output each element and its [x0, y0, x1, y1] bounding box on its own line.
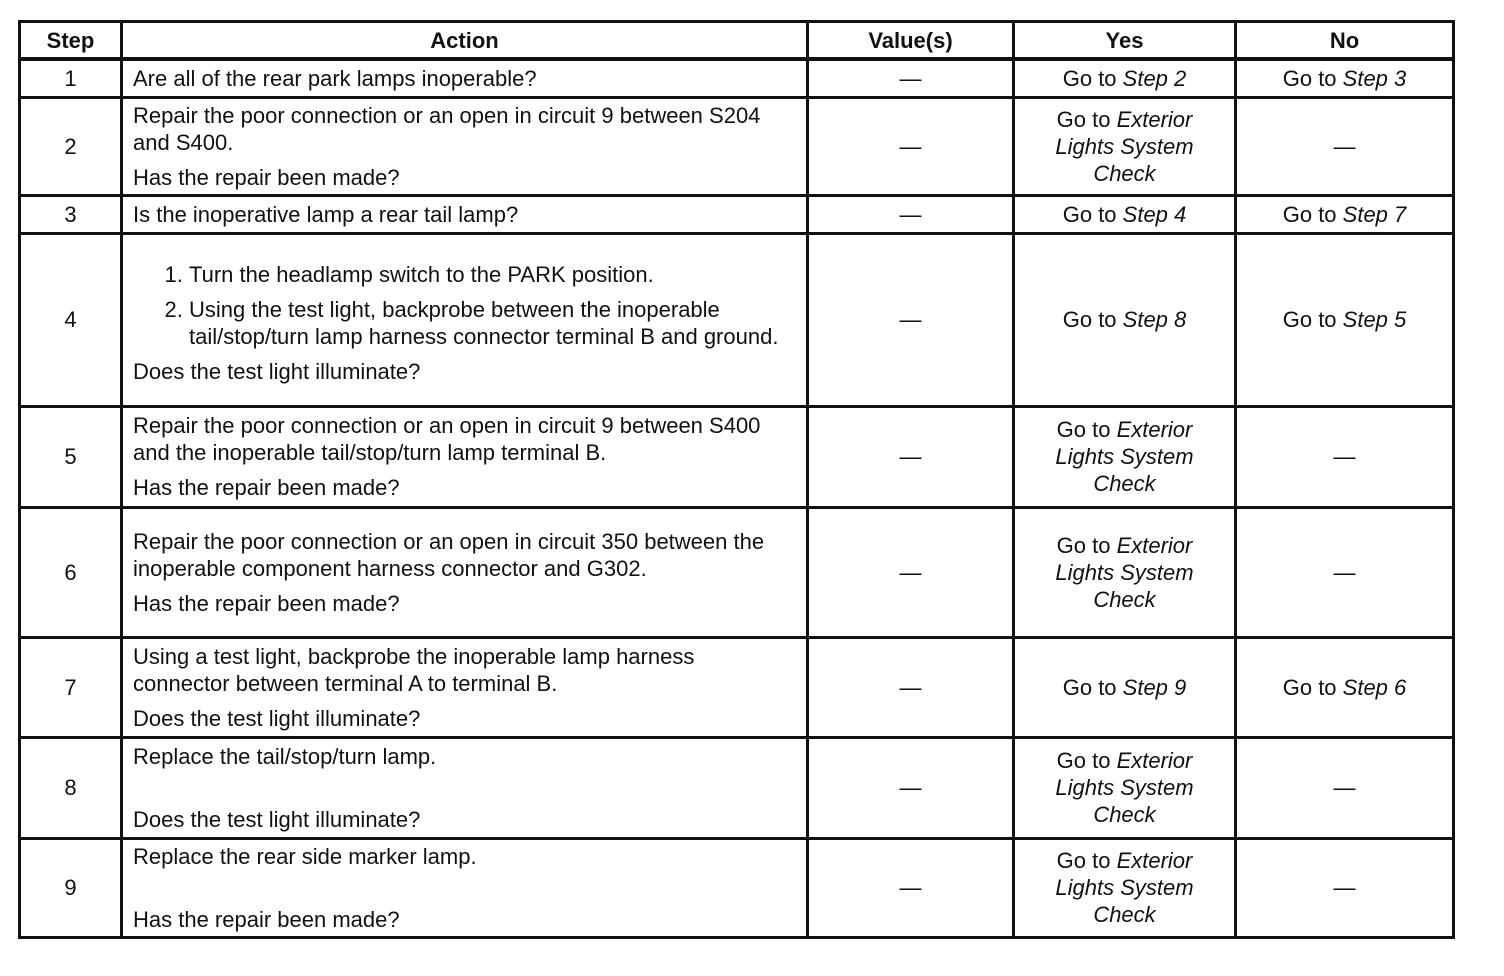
step-number: 7 [20, 637, 122, 737]
table-body [20, 59, 1454, 937]
no-cell: — [1236, 97, 1454, 195]
no-cell [1236, 59, 1454, 97]
yes-cell [1014, 637, 1236, 737]
goto-prefix: Go to [1062, 307, 1123, 332]
header-row [20, 22, 1454, 60]
step-number: 2 [20, 97, 122, 195]
goto-exterior-lights-link[interactable]: Exterior Lights System Check [1055, 848, 1194, 927]
table-header [20, 22, 1454, 60]
goto-exterior-lights-link[interactable]: Exterior Lights System Check [1055, 748, 1194, 827]
yes-cell [1014, 507, 1236, 637]
substep-list [133, 261, 796, 350]
action-text: Is the inoperative lamp a rear tail lamp? [133, 201, 519, 227]
yes-cell [1014, 59, 1236, 97]
action-cell [122, 233, 808, 406]
action-question: Has the repair been made? [133, 906, 400, 932]
table-row [20, 838, 1454, 937]
step-number: 9 [20, 838, 122, 937]
action-question: Does the test light illuminate? [133, 806, 421, 832]
value-cell: — [808, 97, 1014, 195]
action-cell [122, 97, 808, 195]
action-cell [122, 59, 808, 97]
action-text: Are all of the rear park lamps inoperable? [133, 65, 537, 91]
action-text: Replace the rear side marker lamp. [133, 843, 477, 869]
table-row [20, 507, 1454, 637]
goto-exterior-lights-link[interactable]: Exterior Lights System Check [1055, 532, 1194, 612]
action-text: Replace the tail/stop/turn lamp. [133, 743, 437, 769]
substep-item: 2. Using the test light, backprobe between the inoperable tail/stop/turn lamp harness connector terminal B and ground. [189, 296, 796, 350]
goto-exterior-lights-link[interactable]: Exterior Lights System Check [1055, 106, 1194, 186]
step-number: 6 [20, 507, 122, 637]
value-cell: — [808, 406, 1014, 507]
no-cell: — [1236, 838, 1454, 937]
action-text: Repair the poor connection or an open in circuit 9 between S400 and the inoperable tail/stop/turn lamp terminal B. [133, 413, 761, 465]
goto-prefix: Go to [1056, 848, 1117, 873]
action-cell [122, 406, 808, 507]
value-cell: — [808, 507, 1014, 637]
action-cell [122, 637, 808, 737]
goto-prefix: Go to [1282, 674, 1343, 700]
goto-prefix: Go to [1062, 201, 1123, 227]
yes-cell [1014, 406, 1236, 507]
action-cell [122, 838, 808, 937]
goto-prefix: Go to [1282, 65, 1343, 91]
value-cell: — [808, 737, 1014, 838]
no-cell: — [1236, 737, 1454, 838]
goto-prefix: Go to [1056, 748, 1117, 773]
action-text: Repair the poor connection or an open in circuit 350 between the inoperable component harness connector and G302. [133, 528, 765, 581]
value-cell: — [808, 838, 1014, 937]
table-row [20, 406, 1454, 507]
action-question: Has the repair been made? [133, 164, 400, 190]
step-number: 1 [20, 59, 122, 97]
goto-step-link[interactable]: Step 5 [1342, 307, 1407, 332]
value-cell: — [808, 195, 1014, 233]
header-values: Value(s) [808, 22, 1014, 60]
action-cell [122, 737, 808, 838]
value-cell: — [808, 233, 1014, 406]
step-number: 5 [20, 406, 122, 507]
goto-prefix: Go to [1062, 65, 1123, 91]
header-action: Action [122, 22, 808, 60]
diagnostic-table [18, 20, 1455, 939]
yes-cell [1014, 838, 1236, 937]
goto-prefix: Go to [1282, 201, 1343, 227]
value-cell: — [808, 59, 1014, 97]
no-cell [1236, 233, 1454, 406]
table-row [20, 233, 1454, 406]
no-cell [1236, 195, 1454, 233]
no-cell [1236, 637, 1454, 737]
header-step: Step [20, 22, 122, 60]
goto-step-link[interactable]: Step 3 [1342, 65, 1407, 91]
substep-item: 1. Turn the headlamp switch to the PARK position. [189, 261, 796, 288]
goto-prefix: Go to [1062, 674, 1123, 700]
action-text: Using a test light, backprobe the inoperable lamp harness connector between terminal A to terminal B. [133, 643, 695, 696]
action-text: Repair the poor connection or an open in circuit 9 between S204 and S400. [133, 102, 761, 155]
yes-cell [1014, 737, 1236, 838]
goto-prefix: Go to [1056, 532, 1117, 558]
table-row [20, 637, 1454, 737]
table-row [20, 97, 1454, 195]
step-number: 8 [20, 737, 122, 838]
action-question: Does the test light illuminate? [133, 358, 421, 384]
yes-cell [1014, 97, 1236, 195]
action-cell [122, 195, 808, 233]
action-question: Has the repair been made? [133, 590, 400, 616]
goto-step-link[interactable]: Step 8 [1122, 307, 1187, 332]
goto-prefix: Go to [1282, 307, 1343, 332]
goto-exterior-lights-link[interactable]: Exterior Lights System Check [1055, 417, 1194, 496]
header-yes: Yes [1014, 22, 1236, 60]
goto-prefix: Go to [1056, 417, 1117, 442]
goto-step-link[interactable]: Step 6 [1342, 674, 1407, 700]
yes-cell [1014, 195, 1236, 233]
action-cell [122, 507, 808, 637]
no-cell: — [1236, 406, 1454, 507]
yes-cell [1014, 233, 1236, 406]
header-no: No [1236, 22, 1454, 60]
action-question: Does the test light illuminate? [133, 705, 421, 731]
table-row [20, 737, 1454, 838]
step-number: 4 [20, 233, 122, 406]
goto-prefix: Go to [1056, 106, 1117, 132]
goto-step-link[interactable]: Step 7 [1342, 201, 1407, 227]
step-number: 3 [20, 195, 122, 233]
goto-step-link[interactable]: Step 9 [1122, 674, 1187, 700]
table-row [20, 59, 1454, 97]
no-cell: — [1236, 507, 1454, 637]
goto-step-link[interactable]: Step 2 [1122, 65, 1187, 91]
action-question: Has the repair been made? [133, 475, 400, 500]
table-row [20, 195, 1454, 233]
goto-step-link[interactable]: Step 4 [1122, 201, 1187, 227]
value-cell: — [808, 637, 1014, 737]
